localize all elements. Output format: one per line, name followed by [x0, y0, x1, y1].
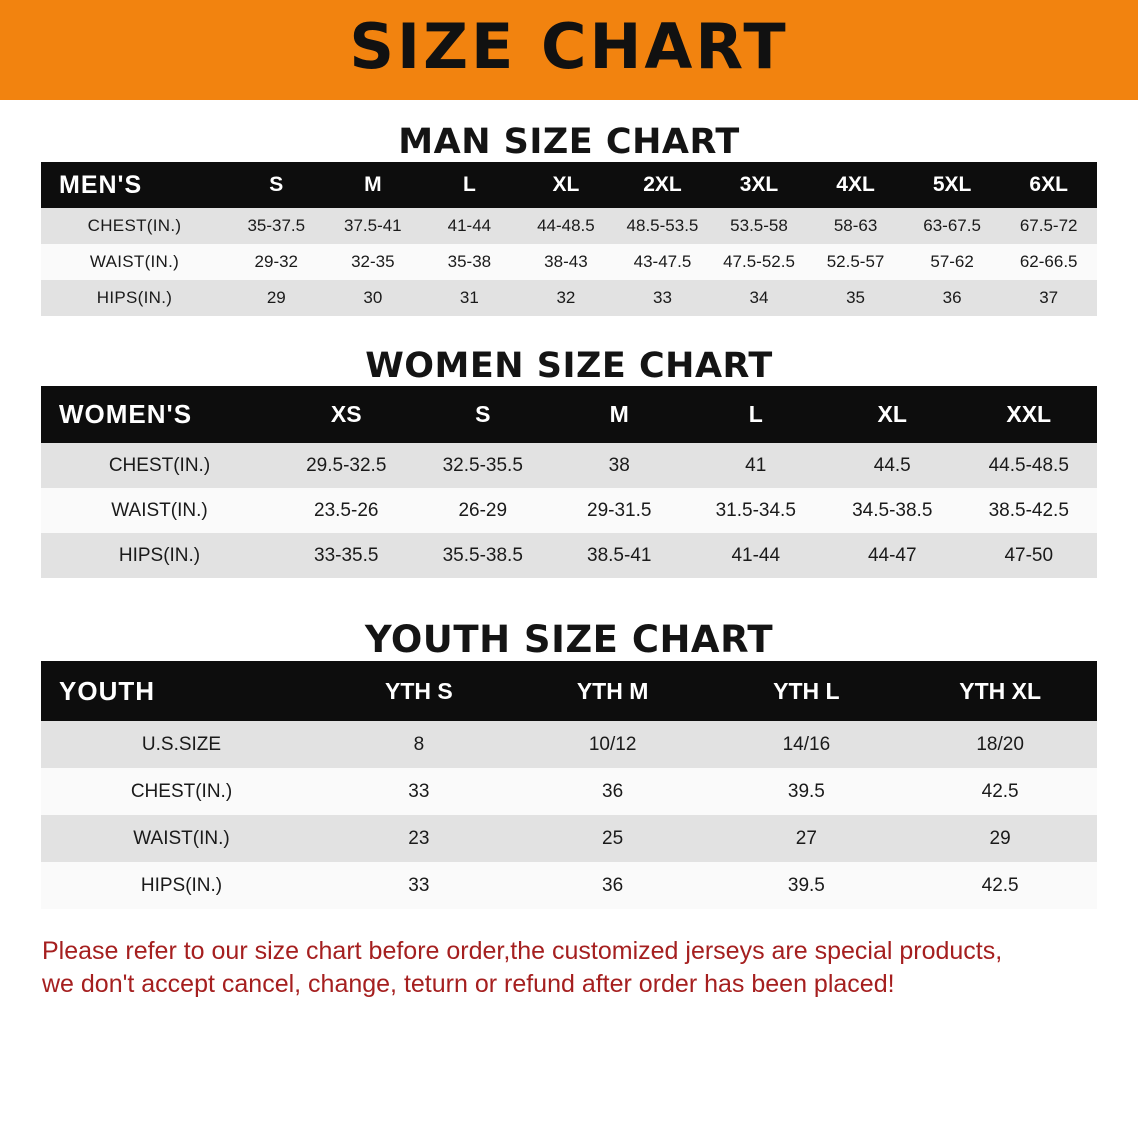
- women-table-header-row: [41, 386, 1097, 443]
- men-cell: 37.5-41: [325, 208, 422, 244]
- men-cell: 41-44: [421, 208, 518, 244]
- women-header-cell: XXL: [1006, 401, 1052, 427]
- women-row-label: CHEST(IN.): [41, 443, 278, 488]
- women-cell: 29.5-32.5: [278, 443, 415, 488]
- women-cell: 38.5-42.5: [961, 488, 1098, 533]
- table-row: [41, 815, 1097, 862]
- youth-header-cell: YOUTH: [59, 675, 155, 706]
- women-header-cell: XS: [330, 401, 362, 427]
- women-row-label: WAIST(IN.): [41, 488, 278, 533]
- youth-header-cell: YTH S: [385, 677, 453, 704]
- women-cell: 41-44: [688, 533, 825, 578]
- men-cell: 57-62: [904, 244, 1001, 280]
- women-cell: 35.5-38.5: [415, 533, 552, 578]
- table-row: [41, 280, 1097, 316]
- women-cell: 34.5-38.5: [824, 488, 961, 533]
- youth-row-label: WAIST(IN.): [41, 815, 322, 862]
- youth-header-cell: YTH L: [773, 677, 840, 704]
- table-row: [41, 443, 1097, 488]
- women-cell: 44.5-48.5: [961, 443, 1098, 488]
- men-cell: 35-38: [421, 244, 518, 280]
- men-cell: 43-47.5: [614, 244, 711, 280]
- men-cell: 48.5-53.5: [614, 208, 711, 244]
- women-cell: 41: [688, 443, 825, 488]
- youth-table-header-row: [41, 661, 1097, 721]
- table-row: [41, 721, 1097, 768]
- disclaimer-note: [36, 935, 1102, 1001]
- youth-cell: 14/16: [710, 721, 904, 768]
- men-cell: 44-48.5: [518, 208, 615, 244]
- men-header-cell: 2XL: [643, 173, 682, 196]
- men-cell: 37: [1000, 280, 1097, 316]
- youth-size-table: [41, 661, 1097, 909]
- women-size-table: [41, 386, 1097, 578]
- men-cell: 58-63: [807, 208, 904, 244]
- women-cell: 38.5-41: [551, 533, 688, 578]
- men-header-cell: 6XL: [1029, 173, 1068, 196]
- table-row: [41, 244, 1097, 280]
- men-header-cell: S: [269, 173, 284, 196]
- youth-cell: 25: [516, 815, 710, 862]
- men-header-cell: MEN'S: [59, 170, 143, 199]
- men-cell: 29-32: [228, 244, 325, 280]
- men-cell: 62-66.5: [1000, 244, 1097, 280]
- women-cell: 29-31.5: [551, 488, 688, 533]
- disclaimer-line-2: we don't accept cancel, change, teturn or refund after order has been placed!: [42, 970, 895, 998]
- women-cell: 47-50: [961, 533, 1098, 578]
- youth-cell: 39.5: [710, 862, 904, 909]
- youth-cell: 33: [322, 768, 516, 815]
- table-row: [41, 208, 1097, 244]
- table-row: [41, 862, 1097, 909]
- men-cell: 63-67.5: [904, 208, 1001, 244]
- men-size-table: [41, 162, 1097, 316]
- women-cell: 31.5-34.5: [688, 488, 825, 533]
- youth-cell: 8: [322, 721, 516, 768]
- women-header-cell: WOMEN'S: [59, 399, 193, 429]
- men-header-cell: 3XL: [739, 173, 779, 196]
- men-cell: 38-43: [518, 244, 615, 280]
- men-cell: 31: [421, 280, 518, 316]
- men-row-label: HIPS(IN.): [41, 280, 228, 316]
- youth-header-cell: YTH M: [576, 677, 649, 704]
- men-cell: 35-37.5: [228, 208, 325, 244]
- men-cell: 52.5-57: [807, 244, 904, 280]
- women-cell: 44.5: [824, 443, 961, 488]
- youth-cell: 42.5: [903, 768, 1097, 815]
- table-row: [41, 768, 1097, 815]
- men-cell: 29: [228, 280, 325, 316]
- men-header-cell: L: [462, 173, 476, 196]
- women-cell: 38: [551, 443, 688, 488]
- women-table-wrapper: [41, 386, 1097, 578]
- men-cell: 34: [711, 280, 808, 316]
- men-header-cell: 4XL: [836, 173, 875, 196]
- women-cell: 33-35.5: [278, 533, 415, 578]
- youth-section-heading: YOUTH SIZE CHART: [364, 618, 774, 661]
- table-row: [41, 533, 1097, 578]
- man-section-heading: MAN SIZE CHART: [398, 122, 740, 162]
- women-header-cell: M: [609, 401, 629, 427]
- men-cell: 32: [518, 280, 615, 316]
- youth-row-label: U.S.SIZE: [41, 721, 322, 768]
- youth-table-wrapper: [41, 661, 1097, 909]
- men-table-wrapper: [41, 162, 1097, 316]
- men-cell: 47.5-52.5: [711, 244, 808, 280]
- youth-row-label: HIPS(IN.): [41, 862, 322, 909]
- women-cell: 23.5-26: [278, 488, 415, 533]
- men-cell: 53.5-58: [711, 208, 808, 244]
- women-cell: 26-29: [415, 488, 552, 533]
- table-row: [41, 488, 1097, 533]
- youth-cell: 29: [903, 815, 1097, 862]
- men-header-cell: M: [364, 173, 382, 196]
- men-cell: 36: [904, 280, 1001, 316]
- youth-cell: 27: [710, 815, 904, 862]
- men-header-cell: XL: [552, 173, 580, 196]
- youth-cell: 36: [516, 768, 710, 815]
- women-header-cell: S: [475, 401, 491, 427]
- page-title: SIZE CHART: [349, 10, 789, 83]
- women-row-label: HIPS(IN.): [41, 533, 278, 578]
- youth-cell: 10/12: [516, 721, 710, 768]
- women-header-cell: L: [748, 401, 763, 427]
- youth-cell: 42.5: [903, 862, 1097, 909]
- men-cell: 33: [614, 280, 711, 316]
- men-header-cell: 5XL: [932, 173, 972, 196]
- page-banner: [0, 0, 1138, 100]
- men-cell: 35: [807, 280, 904, 316]
- youth-cell: 33: [322, 862, 516, 909]
- men-cell: 32-35: [325, 244, 422, 280]
- youth-row-label: CHEST(IN.): [41, 768, 322, 815]
- women-cell: 44-47: [824, 533, 961, 578]
- youth-cell: 36: [516, 862, 710, 909]
- disclaimer-line-1: Please refer to our size chart before order,the customized jerseys are special products,: [42, 937, 1003, 965]
- youth-cell: 18/20: [903, 721, 1097, 768]
- men-cell: 30: [325, 280, 422, 316]
- men-cell: 67.5-72: [1000, 208, 1097, 244]
- women-header-cell: XL: [877, 401, 907, 427]
- youth-header-cell: YTH XL: [959, 677, 1042, 704]
- men-table-header-row: [41, 162, 1097, 208]
- youth-cell: 23: [322, 815, 516, 862]
- youth-cell: 39.5: [710, 768, 904, 815]
- women-cell: 32.5-35.5: [415, 443, 552, 488]
- men-row-label: CHEST(IN.): [41, 208, 228, 244]
- men-row-label: WAIST(IN.): [41, 244, 228, 280]
- women-section-heading: WOMEN SIZE CHART: [365, 346, 773, 386]
